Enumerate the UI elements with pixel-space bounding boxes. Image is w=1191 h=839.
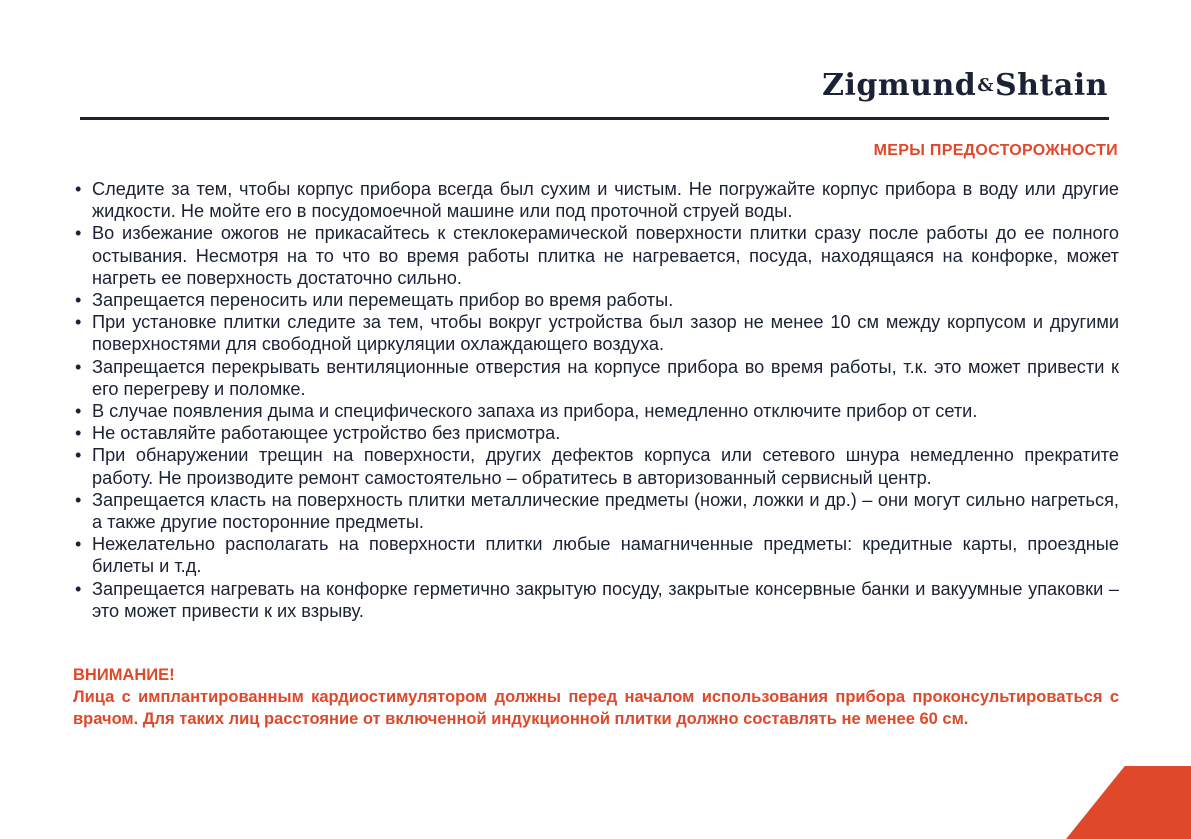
bullet: •	[75, 423, 82, 444]
list-item-text: Следите за тем, чтобы корпус прибора всегда был сухим и чистым. Не погружайте корпус прибора в воду или другие жидкости. Не мойте его в посудомоечной машине или под проточной струей воды.	[92, 179, 1119, 222]
precautions-list	[73, 178, 1119, 622]
list-item-text: Запрещается переносить или перемещать прибор во время работы.	[92, 290, 674, 311]
list-item-text: Во избежание ожогов не прикасайтесь к стеклокерамической поверхности плитки сразу после работы до ее полного остывания. Несмотря на то что во время работы плитка не нагревается, посуда, находящаяся на конфорке, может нагреть ее поверхность достаточно сильно.	[92, 223, 1119, 288]
section-title: МЕРЫ ПРЕДОСТОРОЖНОСТИ	[873, 142, 1118, 159]
bullet: •	[75, 179, 82, 199]
list-item	[73, 178, 1119, 222]
list-item-text: Нежелательно располагать на поверхности плитки любые намагниченные предметы: кредитные карты, проездные билеты и т.д.	[92, 534, 1119, 577]
header-divider	[80, 117, 1109, 120]
list-item-text: Запрещается класть на поверхность плитки металлические предметы (ножи, ложки и др.) – они могут сильно нагреться, а также другие посторонние предметы.	[92, 489, 1119, 533]
list-item-text: При установке плитки следите за тем, чтобы вокруг устройства был зазор не менее 10 см между корпусом и другими поверхностями для свободной циркуляции охлаждающего воздуха.	[92, 312, 1119, 355]
warning-text: Лица с имплантированным кардиостимулятором должны перед началом использования прибора проконсультироваться с врачом. Для таких лиц расстояние от включенной индукционной плитки должно составлять не менее 60 см.	[73, 688, 1119, 728]
bullet: •	[75, 534, 82, 555]
brand-name-part2: Shtain	[995, 68, 1108, 103]
bullet: •	[75, 445, 82, 466]
list-item	[73, 356, 1119, 400]
bullet: •	[75, 356, 82, 377]
list-item	[73, 289, 1119, 311]
list-item	[73, 533, 1119, 577]
warning-block	[73, 664, 1119, 730]
brand-name-part1: Zigmund	[822, 68, 977, 103]
bullet: •	[75, 312, 82, 333]
brand-logo	[822, 68, 1108, 103]
list-item	[73, 578, 1119, 622]
list-item	[73, 222, 1119, 289]
list-item-text: В случае появления дыма и специфического запаха из прибора, немедленно отключите прибор от сети.	[92, 401, 978, 422]
list-item	[73, 422, 1119, 444]
bullet: •	[75, 290, 82, 311]
list-item	[73, 489, 1119, 533]
corner-accent-shape	[1066, 766, 1191, 839]
bullet: •	[75, 401, 82, 422]
brand-ampersand: &	[977, 75, 995, 96]
warning-title: ВНИМАНИЕ!	[73, 666, 175, 684]
list-item	[73, 444, 1119, 488]
bullet: •	[75, 223, 82, 244]
bullet: •	[75, 578, 82, 599]
list-item-text: Не оставляйте работающее устройство без присмотра.	[92, 423, 561, 444]
list-item-text: Запрещается перекрывать вентиляционные отверстия на корпусе прибора во время работы, т.к. это может привести к его перегреву и поломке.	[92, 356, 1119, 399]
list-item	[73, 400, 1119, 422]
list-item	[73, 311, 1119, 355]
bullet: •	[75, 489, 82, 510]
list-item-text: При обнаружении трещин на поверхности, других дефектов корпуса или сетевого шнура немедленно прекратите работу. Не производите ремонт самостоятельно – обратитесь в авторизованный сервисный центр.	[92, 445, 1119, 488]
list-item-text: Запрещается нагревать на конфорке герметично закрытую посуду, закрытые консервные банки и вакуумные упаковки – это может привести к их взрыву.	[92, 578, 1119, 621]
